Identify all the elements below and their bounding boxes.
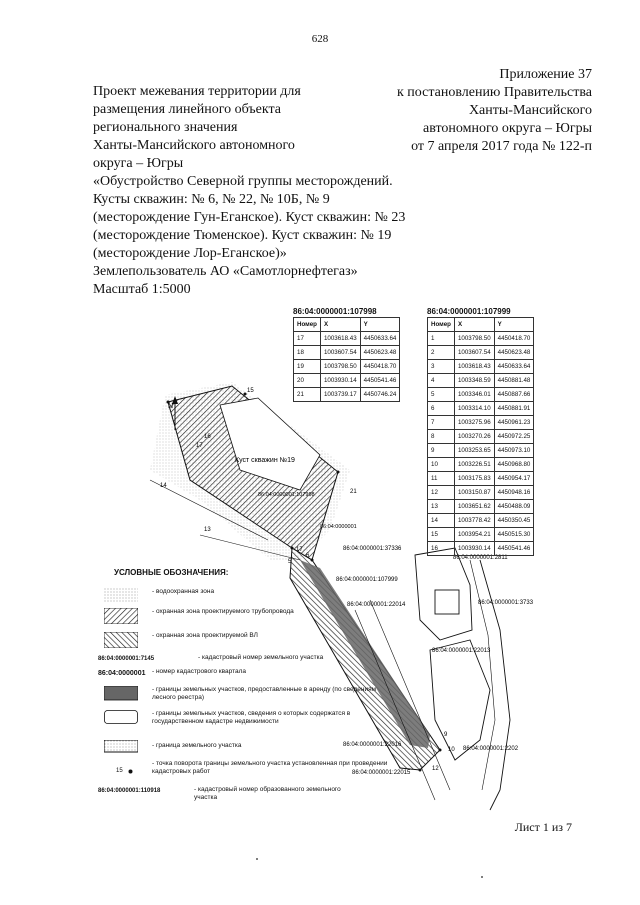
table-cell: 21 [294,388,321,402]
table-cell: 9 [428,444,455,458]
table-cell: 8 [428,430,455,444]
parcel-3733-inner [435,590,459,614]
table-cell: 1003954.21 [454,528,494,542]
legend-item [90,606,390,628]
table-cell: 4450623.48 [360,346,400,360]
heading-line: (месторождение Лор-Еганское)» [93,246,287,261]
legend-item [90,630,390,652]
table-cell: 14 [428,514,455,528]
table-cell: 15 [428,528,455,542]
legend-code: 86:04:0000001:110918 [98,788,161,794]
table-row [428,346,534,360]
table-row [428,514,534,528]
table-cell: 18 [294,346,321,360]
legend-text: - кадастровый номер образованного земельного участка [194,786,341,801]
table-header: X [320,318,360,332]
heading-line: округа – Югры [93,156,184,171]
cadastral-label: 86:04:0000001:107999 [336,577,398,583]
table-header: Y [494,318,534,332]
heading-line: Землепользователь АО «Самотлорнефтегаз» [93,264,358,279]
heading-line: регионального значения [93,120,238,135]
cadastral-label: 86:04:0000001:3733 [478,600,534,606]
appendix-line: от 7 апреля 2017 года № 122-п [411,139,592,154]
cadastral-label: 86:04:0000001:22014 [347,602,406,608]
legend-code: 86:04:0000001 [98,670,146,677]
cadastral-label: 86:04:0000001:2202 [463,746,519,752]
scan-speck [481,876,483,878]
table-row [428,430,534,444]
point-label: 17 [296,547,303,553]
scan-speck [256,858,258,860]
legend-item [90,708,390,730]
table-row [428,528,534,542]
turning-point-icon [167,401,170,404]
appendix-line: Ханты-Мансийского [468,103,592,118]
powerline-zone-symbol-icon [104,632,138,648]
table-cell: 4450515.30 [494,528,534,542]
table-cell: 1003253.65 [454,444,494,458]
heading-line: Масштаб 1:5000 [93,282,191,297]
plot-boundary-symbol-icon [104,740,138,756]
table-cell: 1003930.14 [320,374,360,388]
turning-point-icon [291,547,294,550]
cadastral-label: 86:04:0000001:22016 [343,742,402,748]
table-cell: 4450968.80 [494,458,534,472]
legend-item [90,684,390,706]
table-row [428,542,534,556]
heading-line: (месторождение Гун-Еганское). Куст скважин: № 23 [93,210,406,225]
cadastral-label: 86:04:0000001:22013 [432,648,491,654]
table-cell: 12 [428,486,455,500]
cadastral-label: 86:04:0000001:37336 [343,546,402,552]
table-cell: 4450973.10 [494,444,534,458]
table-cell: 1003618.43 [320,332,360,346]
table-row [428,416,534,430]
table-cell: 1003739.17 [320,388,360,402]
table-cell: 2 [428,346,455,360]
table-row [428,458,534,472]
table-cell: 4 [428,374,455,388]
table-cell: 1003651.62 [454,500,494,514]
cadastral-label: 86:04:0000001:2811 [453,555,508,561]
appendix-line: к постановлению Правительства [396,85,592,100]
table-cell: 1003175.83 [454,472,494,486]
table-cell: 4450972.25 [494,430,534,444]
cadastral-label: 86:04:0000001:22015 [352,770,411,776]
turning-point-icon [419,769,422,772]
sheet-counter: Лист 1 из 7 [514,820,572,834]
table-cell: 1003348.59 [454,374,494,388]
point-label: 16 [204,434,211,440]
table-cell: 1003270.26 [454,430,494,444]
turning-point-icon [439,749,442,752]
parcel-22013 [430,640,490,760]
north-label: N [168,403,174,410]
table-cell: 1003607.54 [454,346,494,360]
pipeline-zone-symbol-icon [104,608,138,624]
legend-text: - границы земельных участков, предоставленные в аренду (по сведениям лесного реестра) [152,686,377,701]
table-cell: 4450746.24 [360,388,400,402]
table-cell: 4450350.45 [494,514,534,528]
table-row [428,332,534,346]
table-row [294,332,400,346]
table-cell: 3 [428,360,455,374]
table-cell: 11 [428,472,455,486]
point-label: 17 [196,443,203,449]
table-cell: 1003314.10 [454,402,494,416]
legend-text: - точка поворота границы земельного участка установленная при проведении кадастровых работ [152,760,388,775]
table-cell: 1003778.42 [454,514,494,528]
table-cell: 1003275.96 [454,416,494,430]
table-cell: 1003607.54 [320,346,360,360]
table-cell: 4450633.64 [360,332,400,346]
heading-line: размещения линейного объекта [93,102,281,117]
table-row [294,388,400,402]
table-cell: 4450954.17 [494,472,534,486]
table-row [428,402,534,416]
table-cell: 17 [294,332,321,346]
table-cell: 19 [294,360,321,374]
turning-point-icon [311,559,314,562]
table-cell: 16 [428,542,455,556]
legend-text: - граница земельного участка [152,742,242,749]
table-cell: 4450948.16 [494,486,534,500]
point-label: 14 [160,483,167,489]
pad-label: Куст скважин №19 [235,457,295,464]
legend-text: - границы земельных участков, сведения о которых содержатся в государственном кадастре недвижимости [152,710,351,725]
quarter-label: 86:04:0000001 [320,524,357,530]
table-header: X [454,318,494,332]
turning-point-icon [244,393,247,396]
legend-text: - кадастровый номер земельного участка [198,654,324,661]
coords-table-107998 [293,307,400,402]
heading-line: «Обустройство Северной группы месторождений. [93,174,393,189]
appendix-line: Приложение 37 [499,67,592,82]
table-cell: 1003618.43 [454,360,494,374]
table-cell: 6 [428,402,455,416]
legend-item [90,758,390,780]
legend-text: - водоохранная зона [152,588,215,595]
turning-point-icon [128,769,133,774]
heading-line: Ханты-Мансийского автономного [93,138,295,153]
table-row [428,444,534,458]
coords-table-107999 [427,307,534,556]
table-cell: 4450541.46 [360,374,400,388]
point-label: 6 [306,553,310,559]
table-header: Номер [294,318,321,332]
table-title: 86:04:0000001:107999 [427,307,511,316]
legend-text: - номер кадастрового квартала [152,668,247,675]
point-label: 9 [444,732,448,738]
table-row [428,374,534,388]
table-cell: 1003930.14 [454,542,494,556]
table-row [294,360,400,374]
table-row [428,500,534,514]
table-cell: 4450541.46 [494,542,534,556]
appendix-line: автономного округа – Югры [423,121,592,136]
legend-code: 15 [116,768,123,774]
table-header: Номер [428,318,455,332]
table-cell: 4450418.70 [360,360,400,374]
legend-title: УСЛОВНЫЕ ОБОЗНАЧЕНИЯ: [114,568,229,577]
table-cell: 1003798.50 [454,332,494,346]
table-row [294,374,400,388]
heading-line: (месторождение Тюменское). Куст скважин: № 19 [93,228,392,243]
table-row [428,360,534,374]
table-cell: 13 [428,500,455,514]
heading-line: Проект межевания территории для [93,84,301,99]
table-cell: 1003226.51 [454,458,494,472]
table-title: 86:04:0000001:107998 [293,307,377,316]
table-cell: 1003150.87 [454,486,494,500]
point-label: 10 [448,747,455,753]
table-cell: 4450881.91 [494,402,534,416]
leased-plot-symbol-icon [104,686,138,702]
point-label: 21 [350,489,357,495]
table-header: Y [360,318,400,332]
point-label: 5 [288,559,292,565]
table-cell: 4450961.23 [494,416,534,430]
table-cell: 4450633.64 [494,360,534,374]
legend-item [90,586,390,608]
water-zone-symbol-icon [104,588,138,604]
turning-point-icon [337,471,340,474]
table-cell: 4450418.70 [494,332,534,346]
table-cell: 1003346.01 [454,388,494,402]
point-label: 15 [247,388,254,394]
legend-text: - охранная зона проектируемого трубопровода [152,608,294,615]
legend-item [90,784,390,806]
plot-label-inside: 86:04:0000001:107998 [258,492,315,498]
heading-line: Кусты скважин: № 6, № 22, № 10Б, № 9 [93,192,330,207]
point-label: 13 [204,527,211,533]
table-cell: 4450488.09 [494,500,534,514]
table-cell: 4450887.66 [494,388,534,402]
table-row [428,472,534,486]
table-row [428,388,534,402]
table-cell: 1 [428,332,455,346]
legend-text: - охранная зона проектируемой ВЛ [152,632,258,639]
table-row [294,346,400,360]
legend-code: 86:04:0000001:7145 [98,656,155,662]
table-cell: 1003798.50 [320,360,360,374]
page-number: 628 [311,33,329,45]
table-cell: 7 [428,416,455,430]
registered-plot-symbol-icon [104,710,138,726]
table-cell: 4450623.48 [494,346,534,360]
table-row [428,486,534,500]
table-cell: 20 [294,374,321,388]
point-label: 12 [432,766,439,772]
table-cell: 5 [428,388,455,402]
table-cell: 10 [428,458,455,472]
table-cell: 4450881.48 [494,374,534,388]
